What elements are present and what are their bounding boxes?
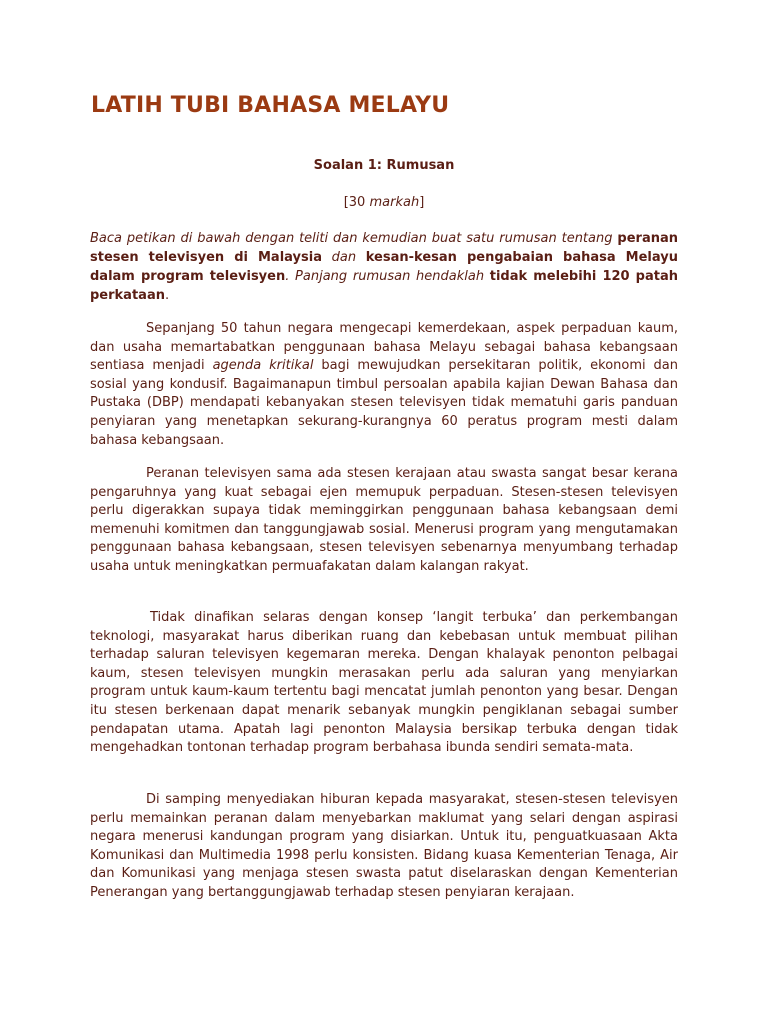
instruction-period: . bbox=[164, 288, 170, 303]
passage-paragraph-3: Tidak dinafikan selaras dengan konsep ‘langit terbuka’ dan perkembangan teknologi, masyarakat harus diberikan ruang dan kebebasan untuk membuat pilihan terhadap saluran televisyen kegemaran mereka. Dengan khalayak penonton pelbagai kaum, stesen televisyen mungkin merasakan perlu ada saluran yang menyiarkan program untuk kaum-kaum tertentu bagi mencatat jumlah penonton yang besar. Dengan itu stesen berkenaan dapat menarik sebanyak mungkin pengiklanan sebagai sumber pendapatan utama. Apatah lagi penonton Malaysia bersikap terbuka dengan tidak mengehadkan tontonan terhadap program berbahasa ibunda sendiri semata-mata. bbox=[90, 610, 678, 756]
instruction-length-text: . Panjang rumusan hendaklah bbox=[285, 269, 490, 284]
marks-word: markah bbox=[369, 195, 420, 210]
instruction-topic-1: peranan stesen televisyen di Malaysia bbox=[90, 231, 678, 265]
paragraph-1-text-b: bagi mewujudkan persekitaran politik, ekonomi dan sosial yang kondusif. Bagaimanapun timbul persoalan apabila kajian Dewan Bahasa dan Pustaka (DBP) mendapati kebanyakan stesen televisyen tidak mematuhi garis panduan penyiaran yang menetapkan sekurang-kurangnya 60 peratus program mesti dalam bahasa kebangsaan. bbox=[90, 358, 678, 448]
instruction-text: Baca petikan di bawah dengan teliti dan kemudian buat satu rumusan tentang bbox=[90, 231, 618, 246]
marks-close: ] bbox=[419, 195, 425, 210]
instruction-topic-2: kesan-kesan pengabaian bahasa Melayu dalam program televisyen bbox=[90, 250, 678, 284]
question-heading: Soalan 1: Rumusan bbox=[313, 158, 455, 173]
instruction-paragraph bbox=[90, 229, 678, 305]
paragraph-1-text-a: Sepanjang 50 tahun negara mengecapi kemerdekaan, aspek perpaduan kaum, dan usaha memartabatkan penggunaan bahasa Melayu sebagai bahasa kebangsaan sentiasa menjadi bbox=[90, 321, 678, 374]
passage-paragraph-4: Di samping menyediakan hiburan kepada masyarakat, stesen-stesen televisyen perlu memainkan peranan dalam menyebarkan maklumat yang selari dengan aspirasi negara menerusi kandungan program yang disiarkan. Untuk itu, penguatkuasaan Akta Komunikasi dan Multimedia 1998 perlu konsisten. Bidang kuasa Kementerian Tenaga, Air dan Komunikasi yang menjaga stesen swasta patut diselaraskan dengan Kementerian Penerangan yang bertanggungjawab terhadap stesen penyiaran kerajaan. bbox=[90, 792, 678, 900]
instruction-connector: dan bbox=[321, 250, 366, 265]
passage-paragraph-1 bbox=[90, 320, 678, 450]
passage-paragraph-2: Peranan televisyen sama ada stesen kerajaan atau swasta sangat besar kerana pengaruhnya yang kuat sebagai ejen memupuk perpaduan. Stesen-stesen televisyen perlu digerakkan supaya tidak meminggirkan penggunaan bahasa kebangsaan demi memenuhi komitmen dan tanggungjawab sosial. Menerusi program yang mengutamakan penggunaan bahasa kebangsaan, stesen televisyen sebenarnya menyumbang terhadap usaha untuk meningkatkan permuafakatan dalam kalangan rakyat. bbox=[90, 466, 678, 574]
paragraph-1-italic-term: agenda kritikal bbox=[212, 358, 314, 374]
document-title: LATIH TUBI BAHASA MELAYU bbox=[91, 93, 450, 118]
instruction-word-limit: tidak melebihi 120 patah perkataan bbox=[90, 269, 678, 303]
marks-label bbox=[0, 195, 768, 210]
marks-open: [30 bbox=[343, 195, 370, 210]
